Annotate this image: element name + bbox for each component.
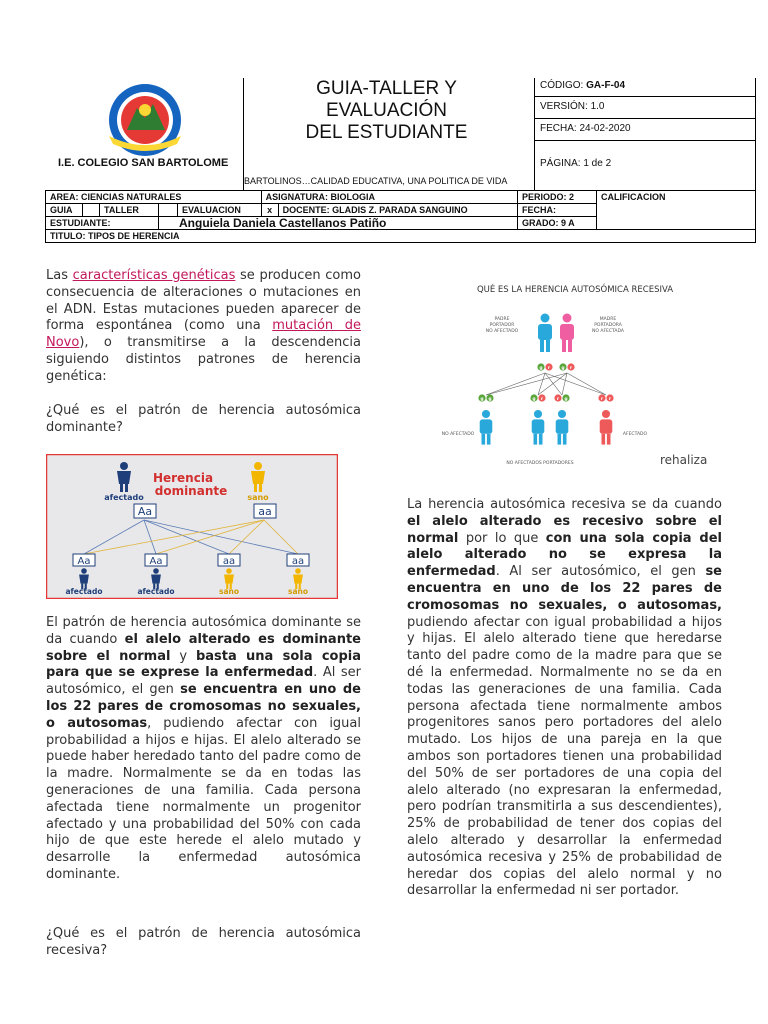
inheritance-line [486, 373, 545, 395]
header-divider [534, 140, 756, 141]
father-label: PADRE PORTADOR NO AFECTADO [485, 317, 519, 334]
genotype-text: aa [291, 556, 305, 567]
school-name: I.E. COLEGIO SAN BARTOLOME [58, 157, 229, 169]
child-label: afectado [65, 587, 103, 596]
svg-text:r: r [600, 397, 604, 402]
svg-text:r: r [608, 397, 612, 402]
person-icon [560, 314, 574, 353]
question-recessive: ¿Qué es el patrón de herencia autosómica recesiva? [46, 926, 361, 958]
evaluation-mark-cell: x [261, 204, 278, 217]
dominant-inheritance-diagram [46, 454, 338, 599]
student-label-cell: ESTUDIANTE: [46, 217, 159, 230]
recessive-inheritance-diagram [410, 278, 740, 473]
genotype-text: aa [222, 556, 236, 567]
recessive-inheritance-figure [410, 278, 740, 473]
dominant-inheritance-figure [46, 454, 338, 599]
empty-check-cell [159, 204, 178, 217]
genotype-text: Aa [149, 556, 163, 567]
date-field-cell: FECHA: [518, 204, 597, 217]
parent-label: sano [247, 493, 269, 502]
person-icon [532, 410, 545, 445]
svg-text:r: r [547, 366, 551, 371]
svg-text:g: g [480, 397, 484, 402]
carriers-label: NO AFECTADOS PORTADORES [506, 461, 574, 466]
child-label: afectado [137, 587, 175, 596]
dominant-explanation-paragraph: El patrón de herencia autosómica dominante se da cuando el alelo alterado es dominante sobre el normal y basta una sola copia para que se exprese la enfermedad. Al ser autosómico, el gen se encuentra en uno de los 22 pares de cromosomas no sexuales, o autosomas, pudiendo afectar con igual probabilidad a hijos e hijas. El alelo alterado se puede haber heredado tanto del padre como de la madre. Normalmente se da en todas las generaciones de una familia. Cada persona afectada tiene normalmente un progenitor afectado y una probabilidad del 50% con cada hijo de que este herede el alelo mutado y desarrolle la enfermedad autosómica dominante. [46, 615, 361, 882]
mother-label: MADRE PORTADORA NO AFECTADA [592, 317, 624, 334]
header-divider [534, 78, 535, 190]
period-cell: PERIODO: 2 [518, 191, 597, 204]
workshop-cell: TALLER [100, 204, 159, 217]
area-cell: AREA: CIENCIAS NATURALES [46, 191, 262, 204]
allele-pair [598, 394, 613, 402]
svg-text:g: g [564, 397, 568, 402]
teacher-cell: DOCENTE: GLADIS Z. PARADA SANGUINO [278, 204, 517, 217]
allele-pair [554, 394, 569, 402]
document-version: VERSIÓN: 1.0 [540, 101, 605, 112]
figure-title-line2: dominante [154, 484, 228, 498]
svg-text:r: r [556, 397, 560, 402]
allele-pair [530, 394, 545, 402]
inheritance-lines [486, 373, 606, 395]
header-divider [755, 78, 756, 190]
figure-title-line1: Herencia [152, 471, 214, 485]
document-title: GUIA-TALLER Y EVALUACIÓN DEL ESTUDIANTE [305, 78, 468, 143]
parent-label: afectado [104, 493, 144, 502]
genotype-text: Aa [77, 556, 91, 567]
grade-level-cell: GRADO: 9 A [518, 217, 597, 230]
person-icon [600, 410, 613, 445]
allele-pair [537, 363, 552, 371]
subject-cell: ASIGNATURA: BIOLOGIA [261, 191, 517, 204]
empty-check-cell [83, 204, 100, 217]
svg-text:g: g [488, 397, 492, 402]
brand-logo-text: rehaliza [660, 453, 708, 467]
genotype-text: aa [258, 505, 272, 518]
child-label: sano [218, 587, 240, 596]
question-dominant: ¿Qué es el patrón de herencia autosómica dominante? [46, 403, 361, 435]
svg-text:g: g [539, 366, 543, 371]
person-icon [538, 314, 552, 353]
document-page: PÁGINA: 1 de 2 [540, 158, 612, 169]
allele-pair [559, 363, 574, 371]
inheritance-line [486, 373, 567, 395]
document-code: CÓDIGO: GA-F-04 [540, 80, 626, 91]
allele-pair [478, 394, 493, 402]
school-slogan: BARTOLINOS…CALIDAD EDUCATIVA, UNA POLITICA DE VIDA [244, 176, 508, 186]
inheritance-line [567, 373, 606, 395]
svg-text:g: g [532, 397, 536, 402]
header-logo-area [45, 78, 243, 188]
genotype-text: Aa [137, 505, 153, 518]
figure2-title: QUÉ ES LA HERENCIA AUTOSÓMICA RECESIVA [476, 285, 674, 295]
genetic-characteristics-link[interactable]: características genéticas [72, 268, 236, 283]
guide-cell: GUIA [46, 204, 83, 217]
evaluation-cell: EVALUACION [178, 204, 262, 217]
svg-text:r: r [569, 366, 573, 371]
svg-text:g: g [561, 366, 565, 371]
header-divider [534, 96, 756, 97]
de-novo-mutation-link[interactable]: mutación de Novo [46, 318, 361, 351]
person-icon [480, 410, 493, 445]
recessive-explanation-paragraph: La herencia autosómica recesiva se da cuando el alelo alterado es recesivo sobre el normal por lo que con una sola copia del alelo alterado no se expresa la enfermedad. Al ser autosómico, el gen se encuentra en uno de los 22 pares de cromosomas no sexuales, o autosomas, pudiendo afectar con igual probabilidad a hijos y hijas. El alelo alterado tiene que heredarse tanto del padre como de la madre para que se dé la enfermedad. Normalmente no se da en todas las generaciones de una familia. Cada persona afectada tiene normalmente ambos progenitores sanos pero portadores del alelo mutado. Los hijos de una pareja en la que ambos son portadores tienen una probabilidad del 50% de ser portadores de una copia del alelo alterado (no expresaran la enfermedad, pero podrían transmitirla a sus descendientes), 25% de probabilidad de tener dos copias del alelo alterado y desarrollar la enfermedad autosómica recesiva y 25% de probabilidad de heredar dos copias del alelo normal y no desarrollar la enfermedad ni ser portador. [407, 497, 722, 899]
svg-text:r: r [540, 397, 544, 402]
title-cell: TITULO: TIPOS DE HERENCIA [46, 230, 756, 243]
header-divider [534, 118, 756, 119]
grade-score-cell: CALIFICACION [597, 191, 756, 230]
school-crest-logo [45, 78, 243, 158]
student-name-cell: Anguiela Daniela Castellanos Patiño [159, 217, 518, 230]
not-affected-label: NO AFECTADO [441, 432, 475, 437]
document-date: FECHA: 24-02-2020 [540, 123, 631, 134]
person-icon [556, 410, 569, 445]
student-info-table [45, 190, 756, 243]
affected-label: AFECTADO [622, 432, 648, 437]
intro-paragraph: Las características genéticas se producen como consecuencia de alteraciones o mutaciones en el ADN. Estas mutaciones pueden aparecer de forma espontánea (como una mutación de Novo), o transmitirse a la descendencia siguiendo distintos patrones de herencia genética: [46, 268, 361, 384]
child-label: sano [287, 587, 309, 596]
inheritance-line [538, 373, 545, 395]
